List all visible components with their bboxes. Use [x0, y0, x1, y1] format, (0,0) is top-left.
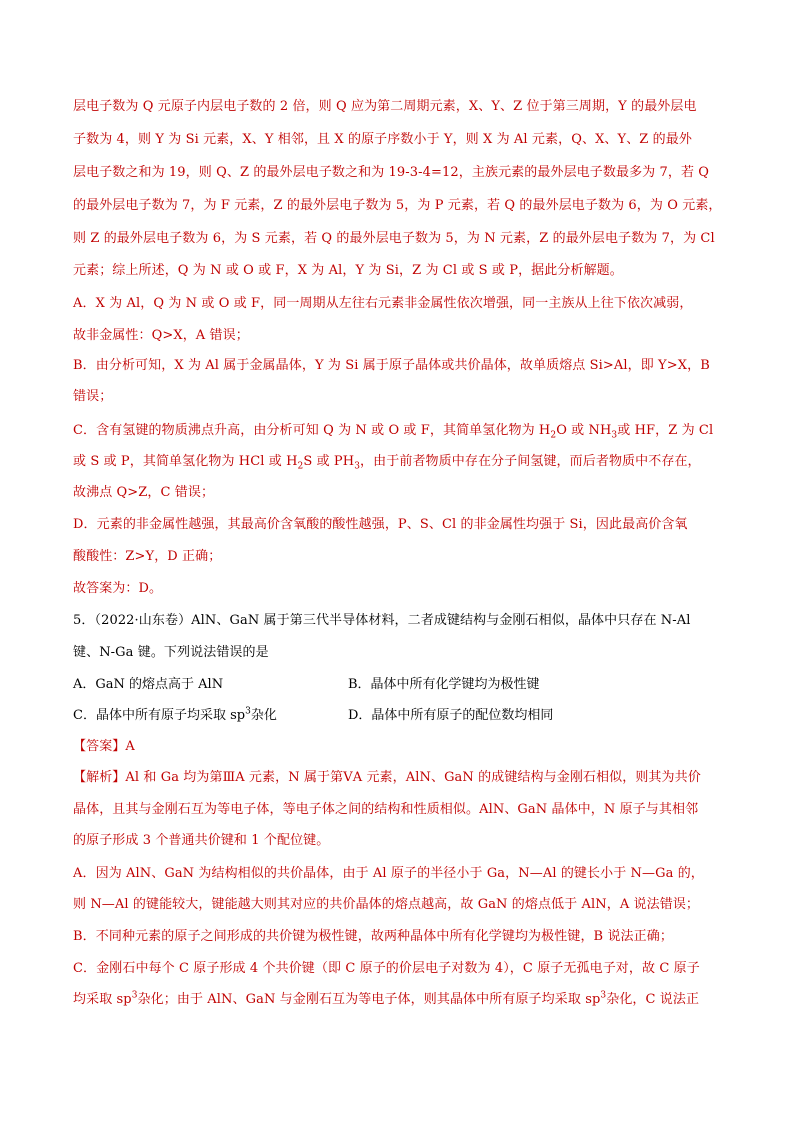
analysis-b-line-1: B．不同种元素的原子之间形成的共价键为极性键，故两种晶体中所有化学键均为极性键，B 说法正确； [73, 929, 673, 944]
option-b-line-2: 错误； [73, 389, 113, 404]
option-b-line-1: B．由分析可知，X 为 Al 属于金属晶体，Y 为 Si 属于原子晶体或共价晶体，故单质熔点 Si>Al，即 Y>X，B [73, 358, 710, 373]
explanation-line-6: 元素；综上所述，Q 为 N 或 O 或 F，X 为 Al，Y 为 Si，Z 为 Cl 或 S 或 P，据此分析解题。 [73, 263, 623, 278]
option-a-line-1: A．X 为 Al，Q 为 N 或 O 或 F，同一周期从左往右元素非金属性依次增强，同一主族从上往下依次减弱， [73, 296, 693, 311]
analysis-a-line-2: 则 N—Al 的键能较大，键能越大则其对应的共价晶体的熔点越高，故 GaN 的熔点低于 AlN，A 说法错误； [73, 897, 700, 912]
explanation-line-5: 则 Z 的最外层电子数为 6，为 S 元素，若 Q 的最外层电子数为 5，为 N 元素，Z 的最外层电子数为 7，为 Cl [73, 231, 715, 246]
option-d-line-1: D．元素的非金属性越强，其最高价含氧酸的酸性越强，P、S、Cl 的非金属性均强于 Si，因此最高价含氧 [73, 517, 688, 532]
choice-c: C．晶体中所有原子均采取 $sp^3$杂化 [73, 706, 277, 723]
analysis-a-line-1: A．因为 AlN、GaN 为结构相似的共价晶体，由于 Al 原子的半径小于 Ga，N—Al 的键长小于 N—Ga 的， [73, 866, 704, 881]
choice-d: D．晶体中所有原子的配位数均相同 [348, 708, 554, 723]
analysis-c-line-2: 均采取 $sp^3$杂化；由于 AlN、GaN 与金刚石互为等电子体，则其晶体中所有原子均采取 $sp^3$杂化，C 说法正 [73, 990, 700, 1007]
choice-b: B．晶体中所有化学键均为极性键 [348, 677, 540, 692]
analysis-line-1: 【解析】Al 和 Ga 均为第ⅢA 元素，N 属于第ⅤA 元素，AlN、GaN 的成键结构与金刚石相似，则其为共价 [73, 770, 701, 785]
option-c-line-1: C．含有氢键的物质沸点升高，由分析可知 Q 为 N 或 O 或 F，其简单氢化物为 $H_2O$ 或 $NH_3$或 HF，Z 为 Cl [73, 423, 714, 441]
question-5-line-2: 键、N-Ga 键。下列说法错误的是 [73, 645, 269, 660]
answer-label: 【答案】A [73, 739, 135, 754]
question-5-line-1: 5．（2022·山东卷）AlN、GaN 属于第三代半导体材料，二者成键结构与金刚石相似，晶体中只存在 N-Al [73, 613, 691, 628]
choice-a: A．GaN 的熔点高于 AlN [73, 677, 224, 692]
explanation-line-3: 层电子数之和为 19，则 Q、Z 的最外层电子数之和为 19-3-4=12，主族元素的最外层电子数最多为 7，若 Q [73, 165, 710, 180]
option-d-line-2: 酸酸性：Z>Y，D 正确； [73, 549, 222, 564]
explanation-line-1: 层电子数为 Q 元原子内层电子数的 2 倍，则 Q 应为第二周期元素，X、Y、Z 位于第三周期，Y 的最外层电 [73, 99, 697, 114]
option-c-line-2: 或 S 或 P，其简单氢化物为 HCl 或 $H_2S$ 或 $PH_3$，由于前者物质中存在分子间氢键，而后者物质中不存在， [73, 454, 701, 472]
analysis-c-line-1: C．金刚石中每个 C 原子形成 4 个共价键（即 C 原子的价层电子对数为 4），C 原子无孤电子对，故 C 原子 [73, 961, 700, 976]
option-a-line-2: 故非金属性：Q>X，A 错误； [73, 328, 249, 343]
explanation-line-2: 子数为 4，则 Y 为 Si 元素，X、Y 相邻，且 X 的原子序数小于 Y，则 X 为 Al 元素，Q、X、Y、Z 的最外 [73, 132, 692, 147]
conclusion: 故答案为：D。 [73, 581, 163, 596]
explanation-line-4: 的最外层电子数为 7，为 F 元素，Z 的最外层电子数为 5，为 P 元素，若 Q 的最外层电子数为 6，为 O 元素， [73, 198, 722, 213]
analysis-line-2: 晶体，且其与金刚石互为等电子体，等电子体之间的结构和性质相似。AlN、GaN 晶体中，N 原子与其相邻 [73, 802, 699, 817]
option-c-line-3: 故沸点 Q>Z，C 错误； [73, 485, 215, 500]
analysis-line-3: 的原子形成 3 个普通共价键和 1 个配位键。 [73, 833, 330, 848]
